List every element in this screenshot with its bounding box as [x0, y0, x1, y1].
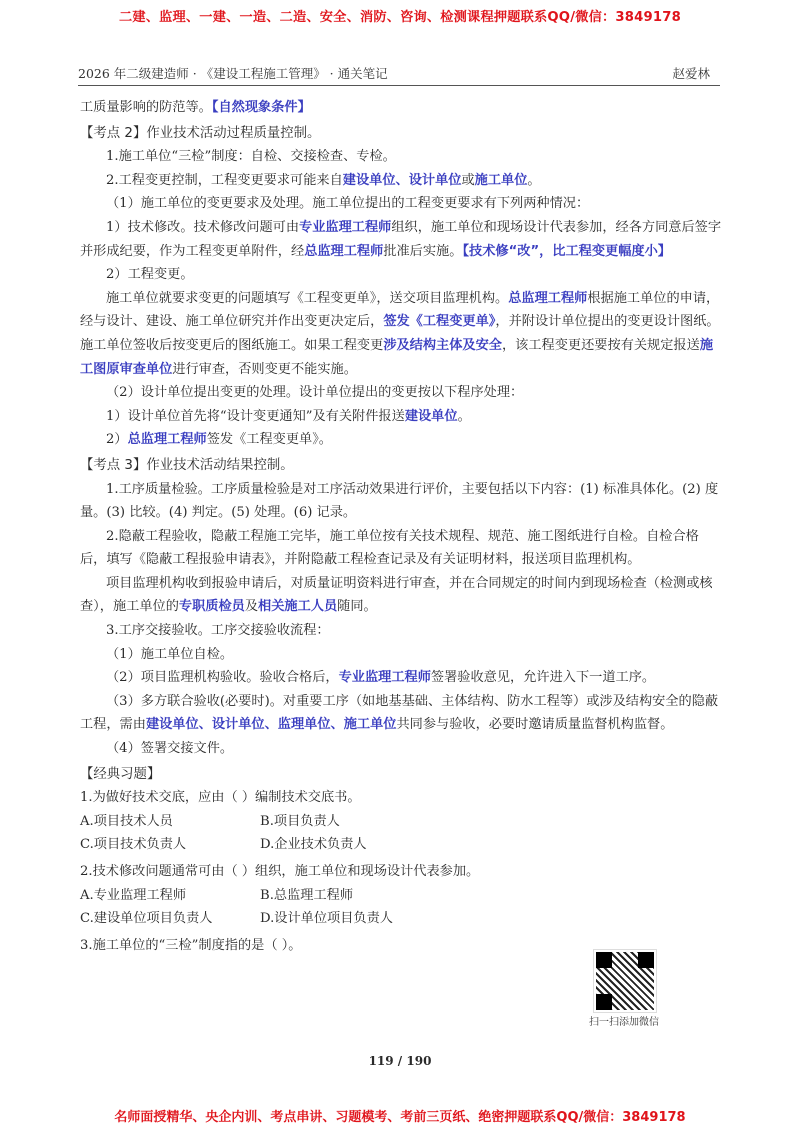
options-row: A.专业监理工程师 B.总监理工程师 [80, 887, 354, 903]
paragraph: 项目监理机构收到报验申请后，对质量证明资料进行审查，并在合同规定的时间内到现场检查（检测或核查），施工单位的专职质检员及相关施工人员随同。 [80, 575, 713, 615]
question: 2.技术修改问题通常可由（ ）组织，施工单位和现场设计代表参加。 [80, 864, 480, 879]
paragraph: （4）签署交接文件。 [106, 741, 234, 757]
running-header [78, 64, 720, 86]
section-heading-3: 【考点 3】作业技术活动结果控制。 [80, 457, 294, 473]
qr-code-icon [594, 950, 656, 1012]
paragraph: 1）设计单位首先将“设计变更通知”及有关附件报送建设单位。 [106, 408, 471, 424]
paragraph: （3）多方联合验收(必要时)。对重要工序（如地基基础、主体结构、防水工程等）或涉及结构安全的隐蔽工程，需由建设单位、设计单位、监理单位、施工单位共同参与验收，必要时邀请质量监督机构监督。 [80, 693, 719, 733]
paragraph: 工质量影响的防范等。【自然现象条件】 [80, 100, 311, 115]
paragraph: 1.工序质量检验。工序质量检验是对工序活动效果进行评价，主要包括以下内容：(1) 标准具体化。(2) 度量。(3) 比较。(4) 判定。(5) 处理。(6) 记录。 [80, 481, 719, 521]
paragraph: 施工单位就要求变更的问题填写《工程变更单》，送交项目监理机构。总监理工程师根据施工单位的申请，经与设计、建设、施工单位研究并作出变更决定后，签发《工程变更单》，并附设计单位提出的变更设计图纸。施工单位签收后按变更后的图纸施工。如果工程变更涉及结构主体及安全，该工程变更还要按有关规定报送施工图原审查单位进行审查，否则变更不能实施。 [80, 290, 720, 377]
question: 3.施工单位的“三检”制度指的是（ ）。 [80, 937, 302, 953]
options-row: A.项目技术人员 B.项目负责人 [80, 813, 340, 829]
question: 1.为做好技术交底，应由（ ）编制技术交底书。 [80, 790, 361, 806]
header-title: 2026 年二级建造师 · 《建设工程施工管理》 · 通关笔记 [78, 66, 388, 81]
paragraph: 2.工程变更控制，工程变更要求可能来自建设单位、设计单位或施工单位。 [106, 172, 541, 188]
exercise-title: 【经典习题】 [80, 766, 161, 782]
paragraph: （2）设计单位提出变更的处理。设计单位提出的变更按以下程序处理： [106, 385, 524, 401]
paragraph: （1）施工单位自检。 [106, 646, 234, 662]
page-body [80, 96, 722, 957]
bottom-promo-banner: 名师面授精华、央企内训、考点串讲、习题模考、考前三页纸、绝密押题联系QQ/微信：3849178 [114, 1110, 686, 1125]
header-author: 赵爱林 [672, 66, 710, 81]
options-row: C.项目技术负责人 D.企业技术负责人 [80, 837, 367, 853]
paragraph: 2）总监理工程师签发《工程变更单》。 [106, 432, 332, 448]
top-promo-banner: 二建、监理、一建、一造、二造、安全、消防、咨询、检测课程押题联系QQ/微信：3849178 [118, 10, 682, 25]
paragraph: 3.工序交接验收。工序交接验收流程： [106, 623, 330, 639]
qr-caption: 扫一扫添加微信 [589, 1017, 659, 1028]
paragraph: （2）项目监理机构验收。验收合格后，专业监理工程师签署验收意见，允许进入下一道工序。 [106, 670, 656, 686]
paragraph: 1.施工单位“三检”制度：自检、交接检查、专检。 [106, 149, 396, 165]
section-heading-2: 【考点 2】作业技术活动过程质量控制。 [80, 125, 321, 141]
options-row: C.建设单位项目负责人 D.设计单位项目负责人 [80, 911, 393, 927]
paragraph: 2）工程变更。 [106, 267, 194, 283]
paragraph: （1）施工单位的变更要求及处理。施工单位提出的工程变更要求有下列两种情况： [106, 196, 590, 212]
paragraph: 2.隐蔽工程验收，隐蔽工程施工完毕，施工单位按有关技术规程、规范、施工图纸进行自检。自检合格后，填写《隐蔽工程报验申请表》，并附隐蔽工程检查记录及有关证明材料，报送项目监理机构。 [80, 528, 699, 568]
page-number: 119 / 190 [368, 1054, 432, 1068]
paragraph: 1）技术修改。技术修改问题可由专业监理工程师组织，施工单位和现场设计代表参加，经各方同意后签字并形成纪要，作为工程变更单附件，经总监理工程师批准后实施。【技术修“改”，比工程变更幅度小】 [80, 219, 722, 259]
